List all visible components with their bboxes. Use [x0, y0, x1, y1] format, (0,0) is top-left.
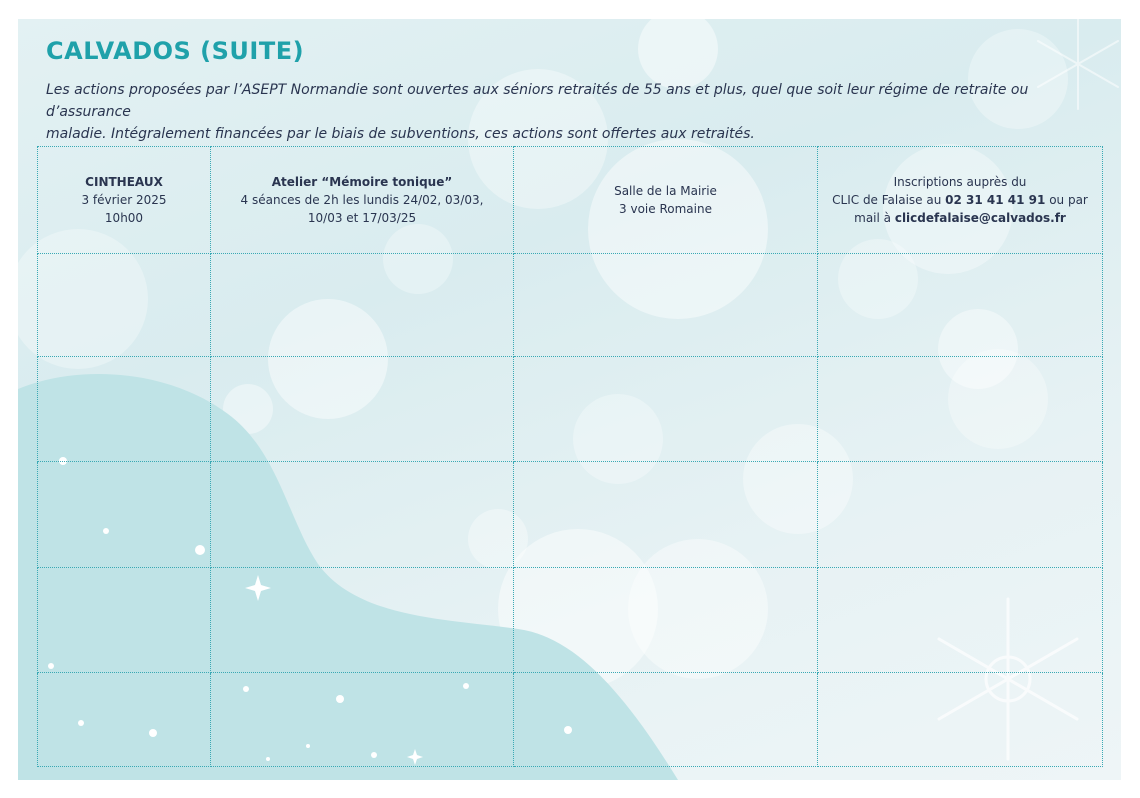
intro-paragraph — [46, 79, 1106, 145]
registration-middle: ou par — [1045, 193, 1088, 207]
intro-line-1: Les actions proposées par l’ASEPT Normandie sont ouvertes aux séniors retraités de 55 ans et plus, quel que soit leur régime de retraite ou d’assurance — [46, 82, 1029, 120]
table-row — [38, 462, 1103, 568]
event-workshop-cell — [211, 147, 514, 254]
registration-mail-prefix: mail à — [854, 211, 895, 225]
table-cell — [514, 673, 818, 767]
table-cell — [514, 462, 818, 568]
table-row — [38, 568, 1103, 673]
registration-email[interactable]: clicdefalaise@calvados.fr — [894, 211, 1066, 225]
table-cell — [514, 254, 818, 357]
table-cell — [38, 254, 211, 357]
table-row — [38, 254, 1103, 357]
event-registration-cell — [818, 147, 1103, 254]
table-cell — [211, 254, 514, 357]
table-cell — [818, 357, 1103, 462]
registration-prefix: CLIC de Falaise au — [832, 193, 946, 207]
venue-address: 3 voie Romaine — [619, 202, 712, 216]
table-cell — [38, 568, 211, 673]
table-cell — [818, 462, 1103, 568]
event-date: 3 février 2025 — [81, 193, 167, 207]
table-cell — [38, 357, 211, 462]
event-venue-cell — [514, 147, 818, 254]
workshop-sessions-line-2: 10/03 et 17/03/25 — [307, 211, 417, 225]
venue-name: Salle de la Mairie — [614, 184, 717, 198]
intro-line-2: maladie. Intégralement financées par le biais de subventions, ces actions sont offertes aux retraités. — [46, 126, 755, 142]
registration-line-1: Inscriptions auprès du — [893, 175, 1027, 189]
event-time: 10h00 — [104, 211, 144, 225]
table-cell — [211, 462, 514, 568]
table-cell — [211, 568, 514, 673]
schedule-table — [37, 146, 1103, 767]
table-cell — [514, 568, 818, 673]
page — [18, 19, 1121, 780]
table-row — [38, 673, 1103, 767]
table-cell — [818, 254, 1103, 357]
table-row — [38, 147, 1103, 254]
workshop-sessions-line-1: 4 séances de 2h les lundis 24/02, 03/03, — [240, 193, 484, 207]
event-date-cell — [38, 147, 211, 254]
table-cell — [38, 462, 211, 568]
table-cell — [211, 673, 514, 767]
workshop-title: Atelier “Mémoire tonique” — [271, 175, 453, 189]
event-town: CINTHEAUX — [85, 175, 163, 189]
table-cell — [38, 673, 211, 767]
table-cell — [818, 568, 1103, 673]
table-cell — [818, 673, 1103, 767]
table-cell — [211, 357, 514, 462]
table-row — [38, 357, 1103, 462]
registration-phone: 02 31 41 41 91 — [945, 193, 1046, 207]
table-cell — [514, 357, 818, 462]
page-title: CALVADOS (SUITE) — [46, 37, 305, 65]
